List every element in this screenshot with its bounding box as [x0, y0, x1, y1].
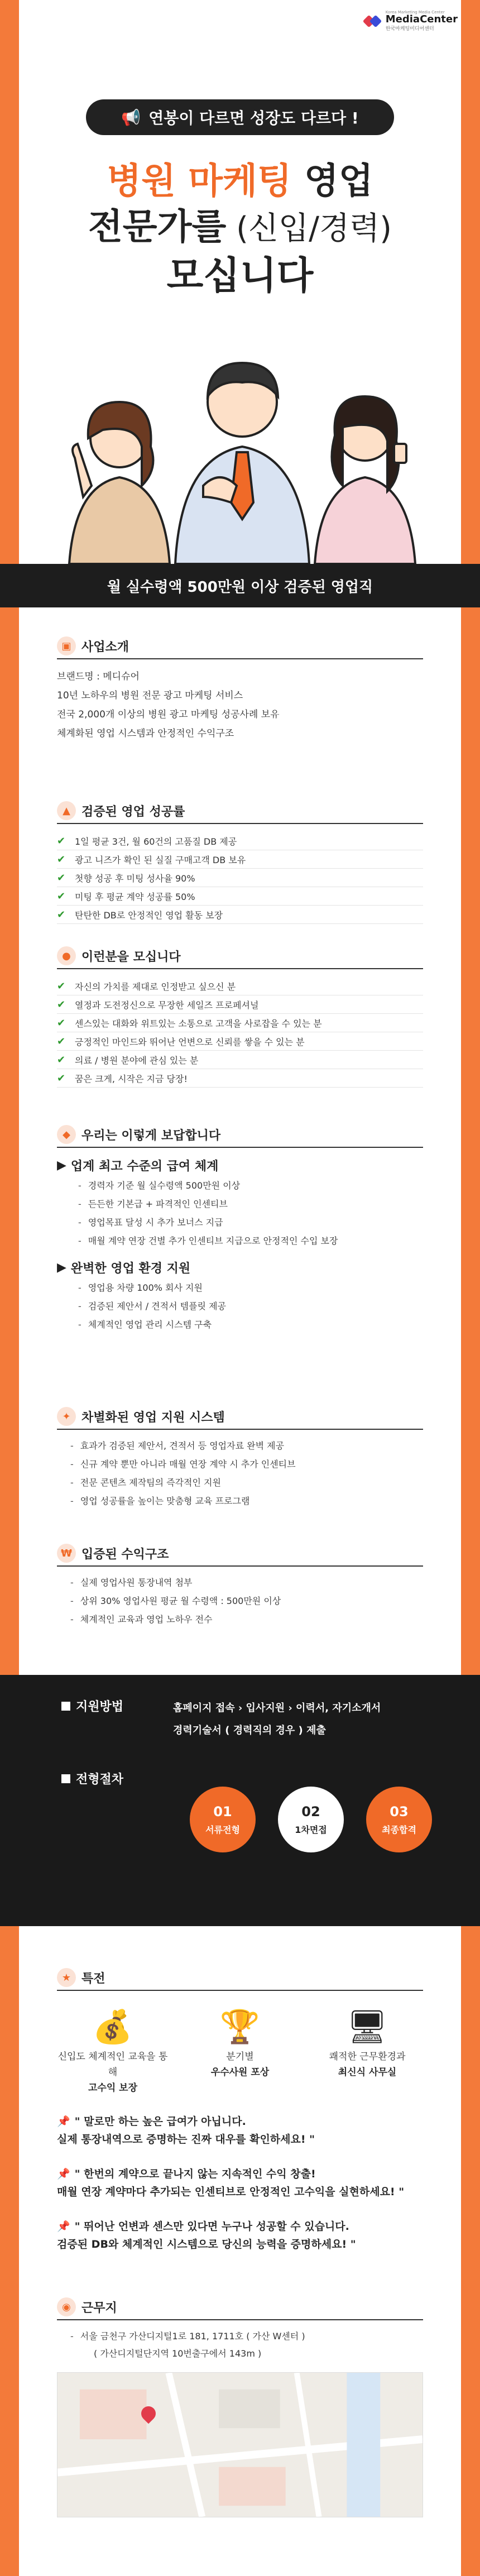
person-center	[175, 363, 309, 564]
headline-l3: 모십니다	[166, 254, 314, 298]
check-item: ✔ 열정과 도전정신으로 무장한 세일즈 프로페셔널	[57, 995, 423, 1014]
logo	[363, 10, 458, 32]
headline-paren: (신입/경력)	[226, 210, 392, 247]
list-item: - 전문 콘텐츠 제작팀의 즉각적인 지원	[70, 1473, 423, 1492]
check-item: ✔ 꿈은 크게, 시작은 지금 당장!	[57, 1069, 423, 1088]
check-item: ✔ 의료 / 병원 분야에 관심 있는 분	[57, 1051, 423, 1069]
list-item: - 영업목표 달성 시 추가 보너스 지급	[78, 1213, 423, 1232]
check-item: ✔ 탄탄한 DB로 안정적인 영업 활동 보장	[57, 906, 423, 924]
headline-l2: 전문가를	[88, 207, 227, 248]
apply-line: 경력기술서 ( 경력직의 경우 ) 제출	[173, 1725, 326, 1736]
perk-item: 🏆 분기별 우수사원 포상	[184, 2004, 296, 2096]
perk-item: 🖥 쾌적한 근무환경과 최신식 사무실	[311, 2004, 423, 2096]
list-item: - 영업용 차량 100% 회사 지원	[78, 1279, 423, 1297]
briefcase-icon: ▣	[57, 636, 76, 655]
seeking-title: 이런분을 모십니다	[81, 950, 181, 964]
process-label: 전형절차	[76, 1773, 124, 1787]
gear-icon: ✦	[57, 1407, 76, 1426]
check-item: ✔ 미팅 후 평균 계약 성공률 50%	[57, 887, 423, 906]
perk-item: 💰 신입도 체계적인 교육을 통해 고수익 보장	[57, 2004, 169, 2096]
apply-label: 지원방법	[76, 1700, 124, 1714]
coin-icon: ₩	[57, 1544, 76, 1563]
list-item: - 매월 계약 연장 건별 추가 인센티브 지급으로 안정적인 수입 보장	[78, 1232, 423, 1250]
map[interactable]	[57, 2372, 423, 2517]
list-item: - 체계적인 교육과 영업 노하우 전수	[70, 1610, 423, 1629]
reward-title: 우리는 이렇게 보답합니다	[81, 1128, 221, 1143]
list-item: - 상위 30% 영업사원 평균 월 수령액 : 500만원 이상	[70, 1592, 423, 1610]
process-step: 03 최종합격	[366, 1787, 432, 1852]
money-bag-icon: 💰	[92, 2008, 133, 2046]
podium-icon: 🏆	[219, 2008, 261, 2046]
banner-text: 연봉이 다르면 성장도 다르다 !	[148, 109, 359, 127]
megaphone-icon: 📢	[121, 108, 141, 127]
check-icon: ✔	[57, 1035, 66, 1047]
logo-brand: MediaCenter	[385, 13, 458, 25]
intro-line: 10년 노하우의 병원 전문 광고 마케팅 서비스	[57, 690, 243, 701]
intro-title: 사업소개	[81, 640, 129, 654]
quote: 📌 " 한번의 계약으로 끝나지 않는 지속적인 수익 창출! 매월 연장 계약마다 추가되는 인센티브로 안정적인 고수익을 실현하세요! "	[57, 2168, 405, 2198]
check-icon: ✔	[57, 872, 66, 884]
chart-icon: ▲	[57, 801, 76, 820]
intro-line: 체계화된 영업 시스템과 안정적인 수익구조	[57, 728, 234, 739]
person-right	[315, 396, 415, 564]
pin-icon: 📌	[57, 2168, 70, 2180]
address-line: - 서울 금천구 가산디지털1로 181, 1711호 ( 가산 W센터 )	[70, 2327, 423, 2345]
headline-l1-rest: 영업	[291, 161, 373, 202]
list-item: - 효과가 검증된 제안서, 견적서 등 영업자료 완벽 제공	[70, 1437, 423, 1455]
quote: 📌 " 말로만 하는 높은 급여가 아닙니다. 실제 통장내역으로 증명하는 진짜 대우를 확인하세요! "	[57, 2115, 315, 2146]
headline	[19, 159, 461, 300]
section-seeking	[19, 944, 461, 1088]
star-icon: ★	[57, 1968, 76, 1987]
process-steps	[190, 1787, 432, 1852]
location-pin-icon: ◉	[57, 2297, 76, 2316]
section-perks	[19, 1965, 461, 2253]
section-reward: ◆ 우리는 이렇게 보답합니다 ▶ 업계 최고 수준의 급여 체계 - 경력자 기준 월 실수령액 500만원 이상 - 든든한 기본급 + 파격적인 인센티브 - 영업목표 달성 시 추가 보너스 지급 - 매월 계약 연장 건별 추가 인센티브 지급으로 안정적인 수입 보장 ▶ 완벽한 영업 환경 지원 - 영업용 차량 100% 회사 지원 - 검증된 제안서 / 견적서 템플릿 제공 - 체계적인 영업 관리 시스템 구축	[19, 1122, 461, 1334]
person-icon: ●	[57, 946, 76, 965]
perks-title: 특전	[81, 1971, 105, 1986]
process-step: 02 1차면접	[278, 1787, 344, 1852]
check-item: ✔ 1일 평균 3건, 월 60건의 고품질 DB 제공	[57, 832, 423, 850]
check-icon: ✔	[57, 835, 66, 847]
section-location	[19, 2295, 461, 2517]
check-icon: ✔	[57, 980, 66, 992]
staff-illustration	[52, 318, 432, 564]
list-item: - 검증된 제안서 / 견적서 템플릿 제공	[78, 1297, 423, 1315]
person-left	[69, 402, 170, 564]
check-item: ✔ 센스있는 대화와 위트있는 소통으로 고객을 사로잡을 수 있는 분	[57, 1014, 423, 1032]
performance-title: 검증된 영업 성공률	[81, 805, 185, 819]
quote: 📌 " 뛰어난 언변과 센스만 있다면 누구나 성공할 수 있습니다. 검증된 DB와 체계적인 시스템으로 당신의 능력을 증명하세요! "	[57, 2220, 356, 2251]
check-icon: ✔	[57, 998, 66, 1011]
support-title: 차별화된 영업 지원 시스템	[81, 1410, 225, 1425]
apply-line: 홈페이지 접속 › 입사지원 › 이력서, 자기소개서	[173, 1702, 381, 1714]
list-item: - 경력자 기준 월 실수령액 500만원 이상	[78, 1176, 423, 1195]
section-performance	[19, 798, 461, 924]
check-icon: ✔	[57, 890, 66, 902]
address-note: ( 가산디지털단지역 10번출구에서 143m )	[94, 2348, 262, 2359]
check-icon: ✔	[57, 1017, 66, 1029]
salary-strip: 월 실수령액 500만원 이상 검증된 영업직	[0, 564, 480, 607]
check-item: ✔ 긍정적인 마인드와 뛰어난 언변으로 신뢰를 쌓을 수 있는 분	[57, 1032, 423, 1051]
logo-mark-icon	[363, 13, 382, 30]
intro-line: 전국 2,000개 이상의 병원 광고 마케팅 성공사례 보유	[57, 709, 280, 720]
check-item: ✔ 광고 니즈가 확인 된 실질 구매고객 DB 보유	[57, 850, 423, 869]
check-icon: ✔	[57, 1054, 66, 1066]
top-banner	[86, 99, 394, 135]
pin-icon: 📌	[57, 2220, 70, 2233]
list-item: - 든든한 기본급 + 파격적인 인센티브	[78, 1195, 423, 1213]
check-item: ✔ 자신의 가치를 제대로 인정받고 싶으신 분	[57, 977, 423, 995]
intro-line: 브랜드명 : 메디슈어	[57, 671, 140, 682]
list-item: - 신규 계약 뿐만 아니라 매월 연장 계약 시 추가 인센티브	[70, 1455, 423, 1473]
list-item: - 영업 성공률을 높이는 맞춤형 교육 프로그램	[70, 1492, 423, 1510]
check-icon: ✔	[57, 853, 66, 865]
logo-sub: 한국마케팅미디어센터	[385, 26, 434, 32]
check-icon: ✔	[57, 1072, 66, 1084]
check-icon: ✔	[57, 908, 66, 921]
section-intro	[19, 634, 461, 743]
logo-tag: Korea Marketing Media Center	[385, 10, 445, 15]
headline-highlight: 병원 마케팅	[107, 161, 292, 202]
triangle-icon: ▶	[57, 1158, 66, 1172]
location-title: 근무지	[81, 2301, 117, 2315]
gift-icon: ◆	[57, 1125, 76, 1144]
section-support	[19, 1404, 461, 1510]
triangle-icon: ▶	[57, 1261, 66, 1275]
office-desk-icon: 🖥	[347, 2008, 388, 2046]
process-step: 01 서류전형	[190, 1787, 256, 1852]
apply-block	[0, 1675, 480, 1926]
income-title: 입증된 수익구조	[81, 1547, 169, 1562]
poster	[19, 0, 461, 2576]
list-item: - 실제 영업사원 통장내역 첨부	[70, 1573, 423, 1592]
pin-icon: 📌	[57, 2115, 70, 2128]
list-item: - 체계적인 영업 관리 시스템 구축	[78, 1315, 423, 1334]
check-item: ✔ 첫향 성공 후 미팅 성사율 90%	[57, 869, 423, 887]
section-income	[19, 1541, 461, 1629]
